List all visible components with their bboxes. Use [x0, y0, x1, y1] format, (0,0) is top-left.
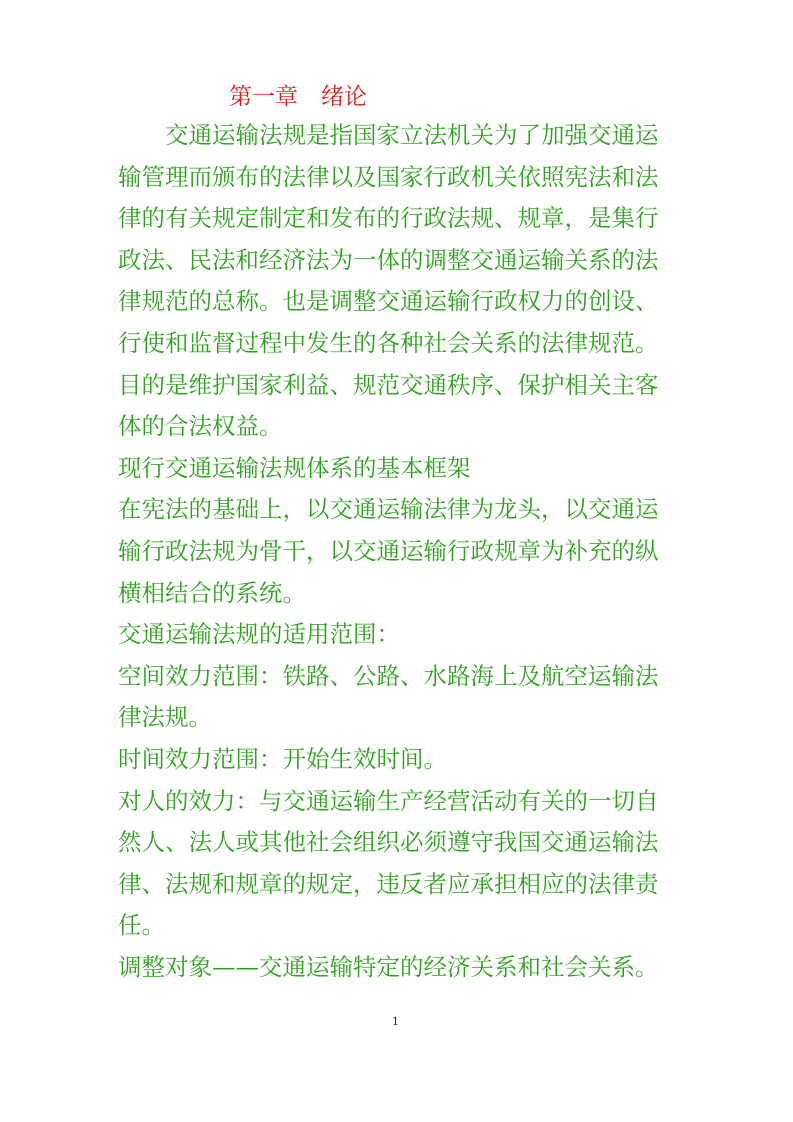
text-line: 输管理而颁布的法律以及国家行政机关依照宪法和法: [118, 162, 659, 191]
text-line: 然人、法人或其他社会组织必须遵守我国交通运输法: [118, 828, 659, 857]
text-line: 任。: [118, 911, 165, 940]
text-line: 律规范的总称。也是调整交通运输行政权力的创设、: [118, 287, 659, 316]
text-line: 律的有关规定制定和发布的行政法规、规章，是集行: [118, 204, 659, 233]
text-line: 体的合法权益。: [118, 412, 283, 441]
body-text: [118, 115, 678, 988]
text-line: 空间效力范围：铁路、公路、水路海上及航空运输法: [118, 661, 659, 690]
text-line: 调整对象——交通运输特定的经济关系和社会关系。: [118, 952, 659, 981]
text-line: 在宪法的基础上，以交通运输法律为龙头，以交通运: [118, 495, 659, 524]
chapter-title: 第一章 绪论: [229, 84, 367, 110]
text-line: 行使和监督过程中发生的各种社会关系的法律规范。: [118, 328, 659, 357]
text-line: 横相结合的系统。: [118, 578, 306, 607]
text-line: 律、法规和规章的规定，违反者应承担相应的法律责: [118, 869, 659, 898]
text-line: 目的是维护国家利益、规范交通秩序、保护相关主客: [118, 370, 659, 399]
text-line: 对人的效力：与交通运输生产经营活动有关的一切自: [118, 786, 659, 815]
section-heading: 交通运输法规的适用范围：: [118, 620, 400, 649]
page-number: 1: [392, 1015, 399, 1028]
text-line: 输行政法规为骨干，以交通运输行政规章为补充的纵: [118, 536, 659, 565]
section-heading: 现行交通运输法规体系的基本框架: [118, 453, 471, 482]
text-line: 律法规。: [118, 703, 212, 732]
text-line: 政法、民法和经济法为一体的调整交通运输关系的法: [118, 245, 659, 274]
text-line: 交通运输法规是指国家立法机关为了加强交通运: [118, 121, 659, 149]
text-line: 时间效力范围：开始生效时间。: [118, 744, 447, 773]
